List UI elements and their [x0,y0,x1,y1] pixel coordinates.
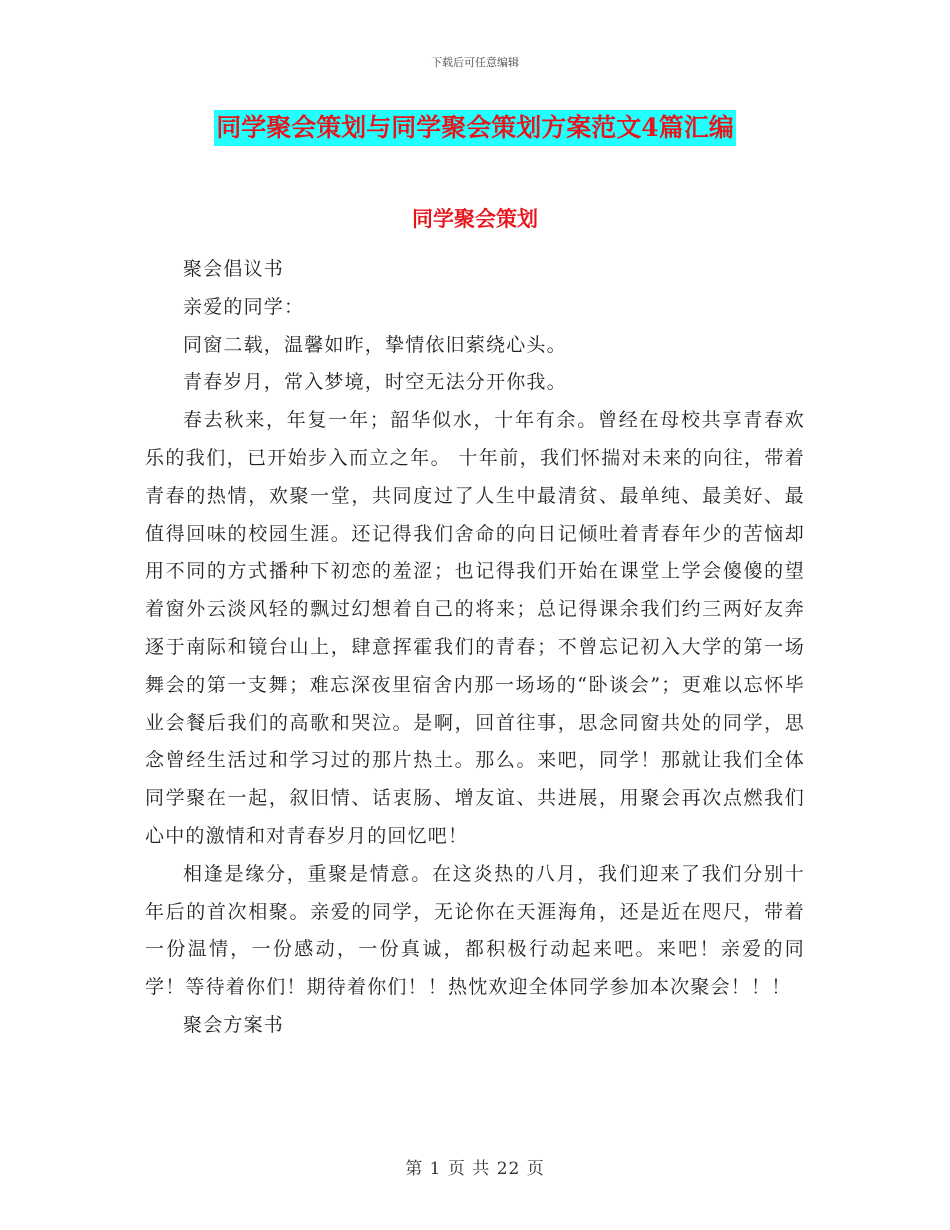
paragraph-salutation: 亲爱的同学： [183,295,305,318]
document-body [145,251,805,1045]
paragraph-memories: 春去秋来，年复一年；韶华似水，十年有余。曾经在母校共享青春欢乐的我们，已开始步入而立之年。 十年前，我们怀揣对未来的向往，带着青春的热情，欢聚一堂，共同度过了人生中最清贫、最单纯、最美好、最值得回味的校园生涯。还记得我们舍命的向日记倾吐着青春年少的苦恼却用不同的方式播种下初恋的羞涩；也记得我们开始在课堂上学会傻傻的望着窗外云淡风轻的飘过幻想着自己的将来；总记得课余我们约三两好友奔逐于南际和镜台山上，肆意挥霍我们的青春；不曾忘记初入大学的第一场舞会的第一支舞；难忘深夜里宿舍内那一场场的“卧谈会”；更难以忘怀毕业会餐后我们的高歌和哭泣。是啊，回首往事，思念同窗共处的同学，思念曾经生活过和学习过的那片热土。那么。来吧，同学！那就让我们全体同学聚在一起，叙旧情、话衷肠、增友谊、共进展，用聚会再次点燃我们心中的激情和对青春岁月的回忆吧！ [145,409,805,847]
paragraph-verse-1: 同窗二载，温馨如昨，挚情依旧萦绕心头。 [183,333,567,356]
document-title-text: 同学聚会策划与同学聚会策划方案范文4篇汇编 [214,110,735,146]
page-footer: 第 1 页 共 22 页 [405,1159,545,1179]
header-note: 下载后可任意编辑 [431,56,519,69]
paragraph-plan-heading: 聚会方案书 [183,1013,285,1036]
section-title: 同学聚会策划 [412,206,538,231]
paragraph-proposal-heading: 聚会倡议书 [183,258,285,280]
document-title [0,110,950,146]
paragraph-invitation: 相逢是缘分，重聚是情意。在这炎热的八月，我们迎来了我们分别十年后的首次相聚。亲爱的同学，无论你在天涯海角，还是近在咫尺，带着一份温情，一份感动，一份真诚，都积极行动起来吧。来吧！亲爱的同学！等待着你们！期待着你们！！热忱欢迎全体同学参加本次聚会！！！ [145,862,805,999]
paragraph-verse-2: 青春岁月，常入梦境，时空无法分开你我。 [183,371,567,394]
